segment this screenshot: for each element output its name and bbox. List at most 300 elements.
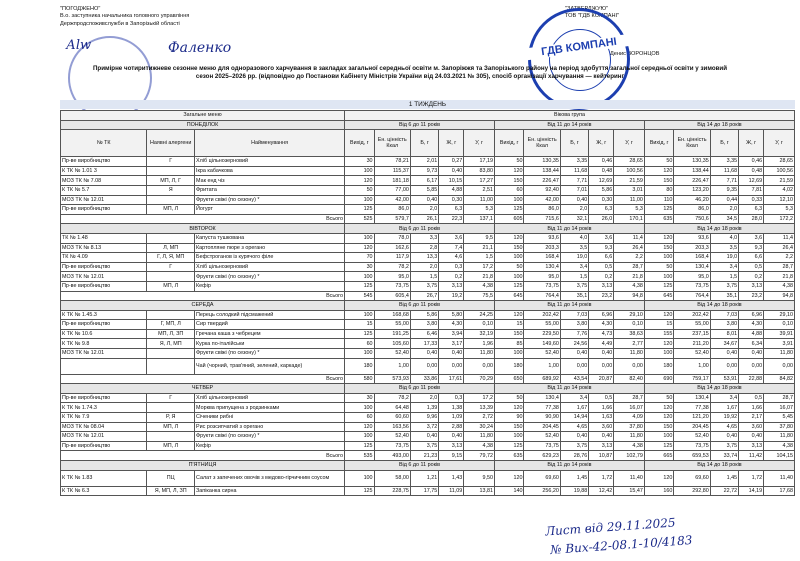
table-cell: 150: [494, 329, 524, 339]
age-label: Від 14 до 18 років: [644, 461, 794, 471]
table-cell: 30: [345, 157, 375, 167]
total-cell: 21,23: [410, 451, 438, 461]
table-cell: 17,33: [410, 339, 438, 349]
table-cell: 1,45: [710, 470, 738, 486]
total-row: [61, 291, 795, 301]
col-b: Б, г: [710, 130, 738, 157]
table-cell: 3,4: [710, 393, 738, 403]
table-cell: Фрукти свіжі (по сезону) *: [195, 432, 345, 442]
table-cell: 12,69: [739, 176, 764, 186]
table-cell: 11,80: [614, 432, 645, 442]
table-cell: 140: [494, 486, 524, 496]
table-cell: 19,0: [710, 253, 738, 263]
age-label: Від 14 до 18 років: [644, 301, 794, 311]
table-cell: 3,01: [614, 185, 645, 195]
table-cell: 6,3: [739, 205, 764, 215]
table-cell: 120: [494, 403, 524, 413]
table-cell: 9,73: [410, 166, 438, 176]
table-cell: 130,35: [674, 157, 710, 167]
age-label: Від 11 до 14 років: [494, 120, 644, 130]
total-cell: 23,2: [739, 291, 764, 301]
total-cell: 20,87: [589, 374, 614, 384]
total-cell: 750,6: [674, 214, 710, 224]
table-cell: 1,72: [739, 470, 764, 486]
table-cell: 1,00: [674, 358, 710, 374]
total-cell: 70,29: [464, 374, 495, 384]
table-cell: 0,33: [739, 195, 764, 205]
table-cell: 100,56: [614, 166, 645, 176]
table-cell: 2,0: [410, 262, 438, 272]
table-cell: МОЗ ТК № 08.04: [61, 422, 147, 432]
table-cell: 6,17: [410, 176, 438, 186]
table-cell: 125: [345, 281, 375, 291]
col-u: У, г: [764, 130, 795, 157]
table-cell: 1,45: [560, 470, 588, 486]
table-cell: 14,94: [560, 413, 588, 423]
total-cell: 579,7: [374, 214, 410, 224]
table-cell: [147, 166, 195, 176]
table-cell: Г, Л, Я, МП: [147, 253, 195, 263]
company-stamp: [528, 8, 630, 110]
approval-heading: "ПОГОДЖЕНО": [60, 6, 101, 12]
table-cell: Я, Л, МП: [147, 339, 195, 349]
total-cell: 764,4: [674, 291, 710, 301]
table-cell: 0,30: [439, 195, 464, 205]
table-cell: 3,75: [710, 281, 738, 291]
table-cell: 120: [345, 176, 375, 186]
total-cell: 32,1: [560, 214, 588, 224]
table-cell: 5,45: [764, 413, 795, 423]
table-cell: 50: [345, 185, 375, 195]
table-cell: 4,02: [764, 185, 795, 195]
menu-body: [61, 157, 795, 496]
menu-table: [60, 110, 795, 496]
table-cell: 0,40: [410, 349, 438, 359]
table-cell: 1,72: [589, 470, 614, 486]
table-cell: 226,47: [674, 176, 710, 186]
table-cell: 6,6: [589, 253, 614, 263]
table-cell: [147, 358, 195, 374]
table-cell: 4,30: [589, 320, 614, 330]
table-cell: 120: [644, 310, 674, 320]
table-cell: МП, Л, Г: [147, 176, 195, 186]
total-cell: 635: [644, 214, 674, 224]
table-cell: 138,44: [524, 166, 560, 176]
table-row: [61, 320, 795, 330]
table-cell: 3,13: [589, 441, 614, 451]
table-cell: 7,03: [710, 310, 738, 320]
table-cell: К ТК № 9.8: [61, 339, 147, 349]
total-cell: 629,23: [524, 451, 560, 461]
day-label: П'ЯТНИЦЯ: [61, 461, 345, 471]
table-cell: 149,60: [524, 339, 560, 349]
table-cell: Сир твердий: [195, 320, 345, 330]
total-cell: 26,0: [589, 214, 614, 224]
table-row: [61, 310, 795, 320]
total-cell: 764,4: [524, 291, 560, 301]
table-cell: 21,1: [464, 243, 495, 253]
table-cell: 11,68: [710, 166, 738, 176]
table-cell: 3,5: [560, 243, 588, 253]
table-cell: 2,88: [439, 422, 464, 432]
table-cell: МП, Л: [147, 422, 195, 432]
table-cell: 226,47: [524, 176, 560, 186]
table-cell: 120: [345, 243, 375, 253]
table-cell: 2,0: [710, 205, 738, 215]
table-cell: МОЗ ТК № 12.01: [61, 349, 147, 359]
table-cell: 17,19: [464, 157, 495, 167]
table-cell: 50: [494, 157, 524, 167]
table-cell: 6,6: [739, 253, 764, 263]
table-row: [61, 486, 795, 496]
table-row: [61, 441, 795, 451]
table-cell: 0,00: [464, 358, 495, 374]
total-cell: 94,8: [764, 291, 795, 301]
table-cell: 6,96: [589, 310, 614, 320]
table-cell: 26,4: [764, 243, 795, 253]
table-cell: [147, 233, 195, 243]
table-cell: ТК № 1.48: [61, 233, 147, 243]
table-cell: Пр-ве виробництво: [61, 320, 147, 330]
table-cell: 4,88: [439, 185, 464, 195]
table-cell: 228,75: [374, 486, 410, 496]
total-cell: 605: [494, 214, 524, 224]
table-cell: Чай (чорний, трав'яний, зелений, каркаде): [195, 358, 345, 374]
table-cell: 3,6: [439, 233, 464, 243]
table-cell: Фритата: [195, 185, 345, 195]
table-cell: 15: [345, 320, 375, 330]
table-cell: 73,75: [524, 441, 560, 451]
table-cell: Фрукти свіжі (по сезону) *: [195, 195, 345, 205]
table-cell: 121,20: [674, 413, 710, 423]
table-cell: 37,80: [614, 422, 645, 432]
table-cell: 0,40: [589, 432, 614, 442]
table-cell: 19,0: [560, 253, 588, 263]
total-cell: 535: [345, 451, 375, 461]
table-cell: 211,20: [674, 339, 710, 349]
table-cell: 15: [494, 320, 524, 330]
table-cell: 15,47: [614, 486, 645, 496]
table-cell: 100: [345, 195, 375, 205]
table-cell: 17,68: [764, 486, 795, 496]
table-cell: МП, Л: [147, 281, 195, 291]
table-cell: 0,5: [739, 262, 764, 272]
table-cell: Курка по-італійськи: [195, 339, 345, 349]
table-cell: 3,13: [439, 281, 464, 291]
table-cell: 120: [494, 310, 524, 320]
table-cell: К ТК № 1.74.3: [61, 403, 147, 413]
table-cell: Г: [147, 393, 195, 403]
table-cell: 12,42: [589, 486, 614, 496]
table-cell: 3,60: [589, 422, 614, 432]
table-cell: Кефір: [195, 441, 345, 451]
table-cell: 3,13: [739, 281, 764, 291]
table-cell: 117,9: [374, 253, 410, 263]
table-cell: Пр-ве виробництво: [61, 393, 147, 403]
table-cell: МОЗ ТК № 8.13: [61, 243, 147, 253]
total-label: Всього: [61, 291, 345, 301]
total-cell: 28,0: [739, 214, 764, 224]
table-cell: 100: [345, 272, 375, 282]
table-cell: 100: [345, 432, 375, 442]
table-cell: [147, 195, 195, 205]
table-cell: 100: [644, 253, 674, 263]
table-cell: 150: [494, 176, 524, 186]
table-cell: 3,75: [410, 441, 438, 451]
table-cell: 120: [494, 470, 524, 486]
table-cell: 125: [345, 486, 375, 496]
table-cell: 60: [345, 413, 375, 423]
menu-title: [60, 65, 760, 81]
col-zh: Ж, г: [439, 130, 464, 157]
table-cell: 11,4: [614, 233, 645, 243]
table-cell: [147, 310, 195, 320]
table-cell: 77,38: [674, 403, 710, 413]
table-cell: 1,00: [374, 358, 410, 374]
age-label: Від 11 до 14 років: [494, 224, 644, 234]
table-cell: Пр-ве виробництво: [61, 205, 147, 215]
table-cell: 3,80: [410, 320, 438, 330]
table-cell: 1,5: [410, 272, 438, 282]
table-cell: 3,17: [439, 339, 464, 349]
table-cell: Салат з запечених овочів з медово-гірчичним соусом: [195, 470, 345, 486]
total-label: Всього: [61, 374, 345, 384]
table-cell: [147, 432, 195, 442]
col-energy: Ен. цінність Ккал: [524, 130, 560, 157]
table-cell: 100: [345, 233, 375, 243]
table-cell: 180: [644, 358, 674, 374]
table-cell: 73,75: [374, 281, 410, 291]
table-cell: 125: [644, 281, 674, 291]
table-cell: Морква припущена з родзинками: [195, 403, 345, 413]
table-row: [61, 205, 795, 215]
table-cell: 16,07: [614, 403, 645, 413]
table-row: [61, 470, 795, 486]
total-cell: 525: [345, 214, 375, 224]
total-cell: 33,74: [710, 451, 738, 461]
col-u: У, г: [464, 130, 495, 157]
table-cell: 100: [345, 166, 375, 176]
table-cell: 163,56: [374, 422, 410, 432]
table-cell: 0,30: [589, 195, 614, 205]
total-cell: 28,76: [560, 451, 588, 461]
table-cell: 22,72: [710, 486, 738, 496]
table-cell: 100: [345, 310, 375, 320]
total-row: [61, 451, 795, 461]
approval-position-line2: Держпродспоживслужби в Запорізькій області: [60, 20, 180, 27]
table-cell: 181,18: [374, 176, 410, 186]
table-cell: 100: [345, 349, 375, 359]
table-cell: МОЗ ТК № 7.08: [61, 176, 147, 186]
table-cell: 130,35: [524, 157, 560, 167]
table-cell: Я: [147, 185, 195, 195]
table-cell: Кефір: [195, 281, 345, 291]
table-cell: Г: [147, 157, 195, 167]
table-cell: 14,19: [739, 486, 764, 496]
table-cell: 7,03: [560, 310, 588, 320]
total-cell: 493,00: [374, 451, 410, 461]
table-cell: 125: [345, 205, 375, 215]
table-cell: 120: [644, 413, 674, 423]
total-cell: 79,72: [464, 451, 495, 461]
table-cell: 100: [494, 432, 524, 442]
table-row: [61, 413, 795, 423]
table-cell: Я, МП, Л, ЗП: [147, 486, 195, 496]
age-label: Від 14 до 18 років: [644, 384, 794, 394]
table-cell: 0,48: [589, 166, 614, 176]
table-cell: 52,40: [524, 349, 560, 359]
table-cell: 6,34: [739, 339, 764, 349]
table-cell: 191,25: [374, 329, 410, 339]
total-cell: 580: [345, 374, 375, 384]
table-cell: 9,96: [410, 413, 438, 423]
table-row: [61, 253, 795, 263]
table-cell: 2,0: [410, 393, 438, 403]
total-label: Всього: [61, 451, 345, 461]
table-cell: 4,38: [764, 281, 795, 291]
total-cell: 104,15: [764, 451, 795, 461]
total-cell: 659,53: [674, 451, 710, 461]
table-row: [61, 422, 795, 432]
total-cell: 75,5: [464, 291, 495, 301]
table-cell: 0,40: [439, 349, 464, 359]
table-cell: 73,75: [374, 441, 410, 451]
table-row: [61, 349, 795, 359]
table-cell: 11,68: [560, 166, 588, 176]
week-label: 1 ТИЖДЕНЬ: [60, 100, 795, 109]
table-cell: 3,75: [560, 281, 588, 291]
table-cell: 4,38: [614, 281, 645, 291]
table-cell: Л, МП: [147, 243, 195, 253]
table-row: [61, 195, 795, 205]
approve-heading: "ЗАТВЕРДЖУЮ": [565, 6, 609, 12]
table-cell: 19,92: [710, 413, 738, 423]
total-cell: 26,1: [410, 214, 438, 224]
table-cell: 125: [644, 205, 674, 215]
table-cell: Г, МП, Л: [147, 320, 195, 330]
table-cell: Рис розсипчатий з орегано: [195, 422, 345, 432]
table-cell: 50: [644, 157, 674, 167]
total-cell: 172,2: [764, 214, 795, 224]
table-cell: 4,38: [464, 441, 495, 451]
col-name: Найменування: [195, 130, 345, 157]
table-cell: Хліб цільнозерновий: [195, 262, 345, 272]
table-cell: 17,2: [464, 262, 495, 272]
table-cell: 28,65: [614, 157, 645, 167]
table-cell: 5,86: [410, 310, 438, 320]
table-cell: 110: [644, 195, 674, 205]
table-cell: 138,44: [674, 166, 710, 176]
table-cell: 100: [644, 432, 674, 442]
table-cell: 93,6: [674, 233, 710, 243]
table-cell: 168,68: [374, 310, 410, 320]
table-cell: 28,7: [614, 262, 645, 272]
table-cell: 3,6: [589, 233, 614, 243]
table-cell: 100: [494, 349, 524, 359]
table-cell: 292,80: [674, 486, 710, 496]
table-cell: 29,10: [614, 310, 645, 320]
total-cell: 137,1: [464, 214, 495, 224]
table-cell: 125: [345, 441, 375, 451]
table-row: [61, 403, 795, 413]
table-cell: 120: [345, 422, 375, 432]
total-cell: 23,2: [589, 291, 614, 301]
total-cell: 9,15: [439, 451, 464, 461]
table-cell: 2,77: [614, 339, 645, 349]
table-cell: 3,5: [710, 243, 738, 253]
age-label: Від 11 до 14 років: [494, 461, 644, 471]
director-name: Денис ВОРОНЦОВ: [610, 50, 660, 57]
table-cell: 2,01: [410, 157, 438, 167]
table-row: [61, 243, 795, 253]
table-cell: 28,7: [614, 393, 645, 403]
table-cell: 0,10: [614, 320, 645, 330]
table-cell: 86,0: [524, 205, 560, 215]
table-cell: 7,71: [710, 176, 738, 186]
table-cell: 11,80: [614, 349, 645, 359]
table-cell: 4,65: [560, 422, 588, 432]
table-cell: 0,2: [739, 272, 764, 282]
table-cell: 13,3: [410, 253, 438, 263]
total-cell: 11,42: [739, 451, 764, 461]
table-cell: 11,80: [764, 432, 795, 442]
title-line2: сезон 2025–2026 рр. (відповідно до Постанови Кабінету Міністрів України від 24.03.2021 № 305), спосіб організації харчування — кейтеринг: [195, 73, 625, 80]
total-cell: 82,40: [614, 374, 645, 384]
table-cell: 52,40: [524, 432, 560, 442]
table-cell: 3,75: [560, 441, 588, 451]
table-cell: 204,45: [524, 422, 560, 432]
table-row: [61, 358, 795, 374]
table-cell: 168,4: [524, 253, 560, 263]
table-cell: 0,3: [439, 393, 464, 403]
table-cell: 93,6: [524, 233, 560, 243]
table-cell: 100,56: [764, 166, 795, 176]
table-cell: 29,10: [764, 310, 795, 320]
table-cell: 77,00: [374, 185, 410, 195]
table-cell: 50: [494, 262, 524, 272]
total-cell: 26,7: [410, 291, 438, 301]
table-row: [61, 339, 795, 349]
table-cell: 3,13: [439, 441, 464, 451]
table-cell: 10,15: [439, 176, 464, 186]
table-cell: 229,50: [524, 329, 560, 339]
table-cell: 4,0: [560, 233, 588, 243]
table-cell: 60: [345, 339, 375, 349]
table-cell: 78,2: [374, 393, 410, 403]
table-cell: 11,00: [464, 195, 495, 205]
table-row: [61, 329, 795, 339]
table-cell: 125: [494, 281, 524, 291]
table-cell: 203,3: [674, 243, 710, 253]
table-cell: 4,30: [439, 320, 464, 330]
table-cell: 1,63: [589, 413, 614, 423]
table-cell: 168,4: [674, 253, 710, 263]
table-cell: 120: [644, 470, 674, 486]
table-cell: 0,44: [710, 195, 738, 205]
day-label: ЧЕТВЕР: [61, 384, 345, 394]
table-cell: Ікра кабачкова: [195, 166, 345, 176]
table-cell: 100: [494, 272, 524, 282]
table-cell: 50: [644, 393, 674, 403]
table-cell: 73,75: [524, 281, 560, 291]
table-cell: Пр-ве виробництво: [61, 281, 147, 291]
table-cell: 17,75: [410, 486, 438, 496]
table-cell: 55,00: [524, 320, 560, 330]
table-cell: К ТК № 10.6: [61, 329, 147, 339]
table-cell: 86,0: [674, 205, 710, 215]
table-cell: 83,80: [464, 166, 495, 176]
table-cell: [147, 349, 195, 359]
